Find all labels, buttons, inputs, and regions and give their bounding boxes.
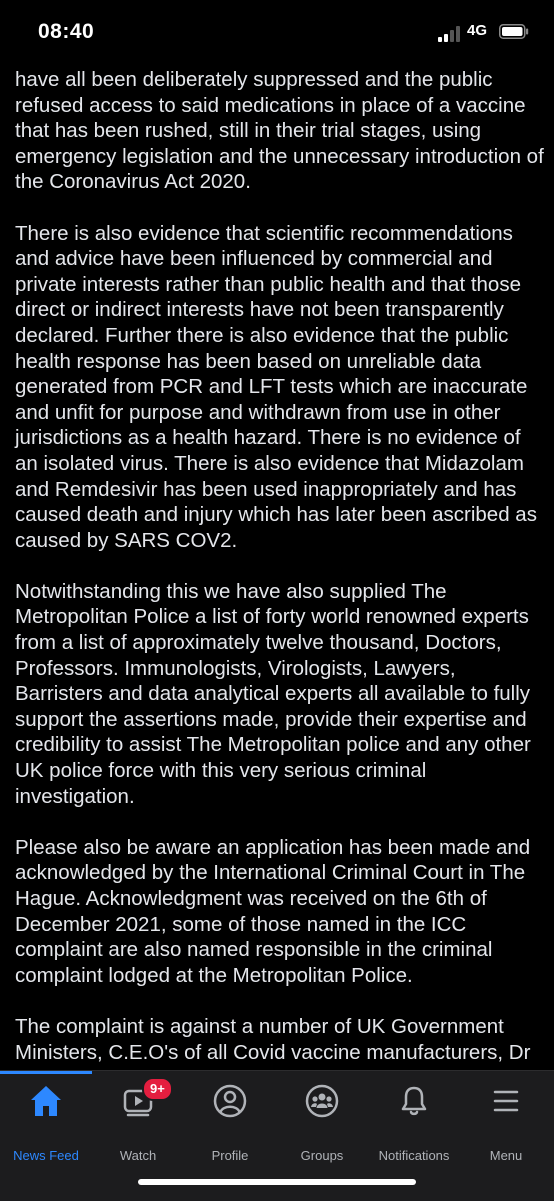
tab-watch[interactable] <box>92 1071 184 1171</box>
groups-icon <box>302 1081 342 1121</box>
tab-news-feed[interactable] <box>0 1071 92 1171</box>
status-bar <box>0 0 554 64</box>
tab-notifications-label: Notifications <box>378 1148 450 1163</box>
tab-watch-label: Watch <box>119 1148 157 1163</box>
profile-icon <box>210 1081 250 1121</box>
battery-icon <box>499 24 529 39</box>
post-text <box>15 67 545 1070</box>
post-paragraph: Notwithstanding this we have also supplied The Metropolitan Police a list of forty world renowned experts from a list of approximately twelve thousand, Doctors, Professors. Immunologists, Virologists, Lawyers, Barristers and data analytical experts all available to fully support the assertions made, provide their expertise and credibility to assist The Metropolitan police and any other UK police force with this very serious criminal investigation. <box>15 579 531 808</box>
signal-strength-icon <box>438 26 462 42</box>
post-paragraph: Please also be aware an application has been made and acknowledged by the International Criminal Court in The Hague. Acknowledgment was received on the 6th of December 2021, some of those named in the ICC complaint are also named responsible in the criminal complaint lodged at the Metropolitan Police. <box>15 835 531 987</box>
tab-groups-label: Groups <box>300 1148 344 1163</box>
tab-groups[interactable] <box>276 1071 368 1171</box>
status-time: 08:40 <box>38 20 95 43</box>
tab-notifications[interactable] <box>368 1071 460 1171</box>
post-paragraph: There is also evidence that scientific recommendations and advice have been influenced by commercial and private interests rather than public health and that those direct or indirect interests have not been transparently declared. Further there is also evidence that the public health response has been based on unreliable data generated from PCR and LFT tests which are inaccurate and unfit for purpose and withdrawn from use in other jurisdictions as a health hazard. There is no evidence of an isolated virus. There is also evidence that Midazolam and Remdesivir has been used inappropriately and has caused death and injury which has later been ascribed as caused by SARS COV2. <box>15 221 537 552</box>
tab-profile[interactable] <box>184 1071 276 1171</box>
home-icon <box>26 1081 66 1121</box>
post-content <box>0 64 554 1070</box>
network-type: 4G <box>467 22 488 39</box>
post-paragraph: The complaint is against a number of UK Government Ministers, C.E.O's of all Covid vaccine manufacturers, Dr <box>15 1014 531 1064</box>
tab-menu[interactable] <box>460 1071 552 1171</box>
bell-icon <box>394 1081 434 1121</box>
post-paragraph: have all been deliberately suppressed and the public refused access to said medications in place of a vaccine that has been rushed, still in their trial stages, using emergency legislation and the unnecessary introduction of the Coronavirus Act 2020. <box>15 68 544 194</box>
tab-menu-label: Menu <box>489 1148 523 1163</box>
hamburger-menu-icon <box>486 1081 526 1121</box>
home-indicator[interactable] <box>138 1179 416 1185</box>
tab-news-feed-label: News Feed <box>13 1148 79 1163</box>
tab-profile-label: Profile <box>211 1148 249 1163</box>
watch-notification-badge: 9+ <box>142 1077 173 1101</box>
